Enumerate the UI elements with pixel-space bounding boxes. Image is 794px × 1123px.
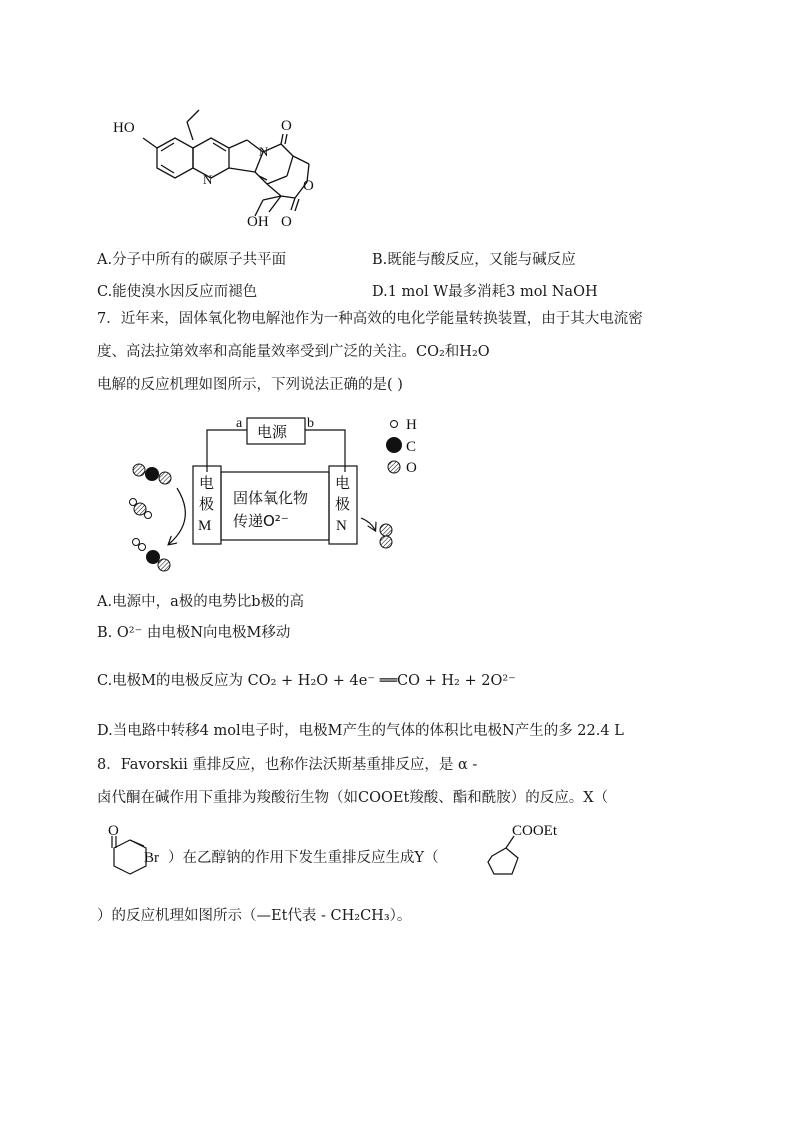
electrode-m-char1: 电 bbox=[199, 474, 215, 492]
o2-molecule bbox=[380, 524, 392, 548]
compound-x-o-label: O bbox=[108, 823, 119, 839]
electrolyte-label-line1: 固体氧化物 bbox=[233, 489, 309, 507]
q8-stem-line3: ）在乙醇钠的作用下发生重排反应生成Y（ bbox=[168, 850, 439, 866]
q8-stem-line1: 8．Favorskii 重排反应，也称作法沃斯基重排反应，是 α - bbox=[97, 757, 478, 773]
q7-stem-line3: 电解的反应机理如图所示，下列说法正确的是( ) bbox=[97, 377, 403, 393]
terminal-a-label: a bbox=[236, 416, 243, 431]
compound-x-br-label: Br bbox=[144, 850, 159, 866]
q6-option-d: D.1 mol W最多消耗3 mol NaOH bbox=[372, 284, 598, 300]
arrow-o2-out-icon bbox=[361, 518, 375, 530]
q7-stem-line1: 7．近年来，固体氧化物电解池作为一种高效的电化学能量转换装置，由于其大电流密 bbox=[97, 311, 643, 327]
q7-option-b: B. O²⁻ 由电极N向电极M移动 bbox=[97, 625, 291, 641]
h2-molecule bbox=[133, 539, 146, 551]
arrow-to-products-icon bbox=[169, 488, 185, 544]
legend-c-label: C bbox=[406, 439, 417, 455]
compound-y-structure bbox=[466, 822, 586, 892]
n-atom-label: N bbox=[203, 172, 213, 187]
legend-h-icon bbox=[391, 421, 398, 428]
q8-stem-line4: ）的反应机理如图所示（—Et代表 - CH₂CH₃）。 bbox=[97, 908, 412, 924]
q6-option-a: A.分子中所有的碳原子共平面 bbox=[97, 252, 287, 268]
compound-y-cooet-label: COOEt bbox=[512, 823, 557, 839]
legend-h-label: H bbox=[406, 417, 417, 433]
h2o-molecule bbox=[130, 499, 152, 519]
oh-label: OH bbox=[247, 214, 269, 230]
electrolysis-cell-diagram bbox=[125, 410, 435, 580]
o-top-label: O bbox=[281, 118, 292, 134]
q7-option-a: A.电源中，a极的电势比b极的高 bbox=[97, 594, 305, 610]
n-ring-label: N bbox=[259, 144, 269, 159]
electrode-n-char2: 极 bbox=[335, 495, 351, 513]
electrode-n-char1: 电 bbox=[335, 474, 351, 492]
power-source-label: 电源 bbox=[257, 423, 288, 441]
electrode-m-char3: M bbox=[198, 518, 212, 534]
co2-molecule bbox=[133, 464, 171, 484]
electrode-n-char3: N bbox=[336, 518, 347, 534]
ho-label: HO bbox=[113, 120, 135, 136]
q6-option-c: C.能使溴水因反应而褪色 bbox=[97, 284, 258, 300]
legend-o-icon bbox=[388, 461, 400, 473]
terminal-b-label: b bbox=[307, 416, 314, 431]
o-ring-label: O bbox=[303, 178, 314, 194]
electrolyte-label-line2: 传递O²⁻ bbox=[233, 512, 289, 530]
q7-stem-line2: 度、高法拉第效率和高能量效率受到广泛的关注。CO₂和H₂O bbox=[97, 344, 490, 360]
q7-option-c: C.电极M的电极反应为 CO₂ + H₂O + 4e⁻ ══CO + H₂ + 2O²⁻ bbox=[97, 673, 516, 689]
legend-o-label: O bbox=[406, 460, 417, 476]
electrode-m-char2: 极 bbox=[199, 495, 215, 513]
compound-x-structure bbox=[94, 822, 174, 892]
o-bottom-label: O bbox=[281, 214, 292, 230]
q6-option-b: B.既能与酸反应，又能与碱反应 bbox=[372, 252, 576, 268]
q8-stem-line2: 卤代酮在碱作用下重排为羧酸衍生物（如COOEt羧酸、酯和酰胺）的反应。X（ bbox=[97, 790, 609, 806]
co-molecule bbox=[146, 550, 170, 571]
legend bbox=[386, 417, 417, 476]
q7-option-d: D.当电路中转移4 mol电子时，电极M产生的气体的体积比电极N产生的多 22.4 L bbox=[97, 723, 624, 739]
legend-c-icon bbox=[386, 437, 402, 453]
molecule-w-structure bbox=[105, 100, 335, 240]
